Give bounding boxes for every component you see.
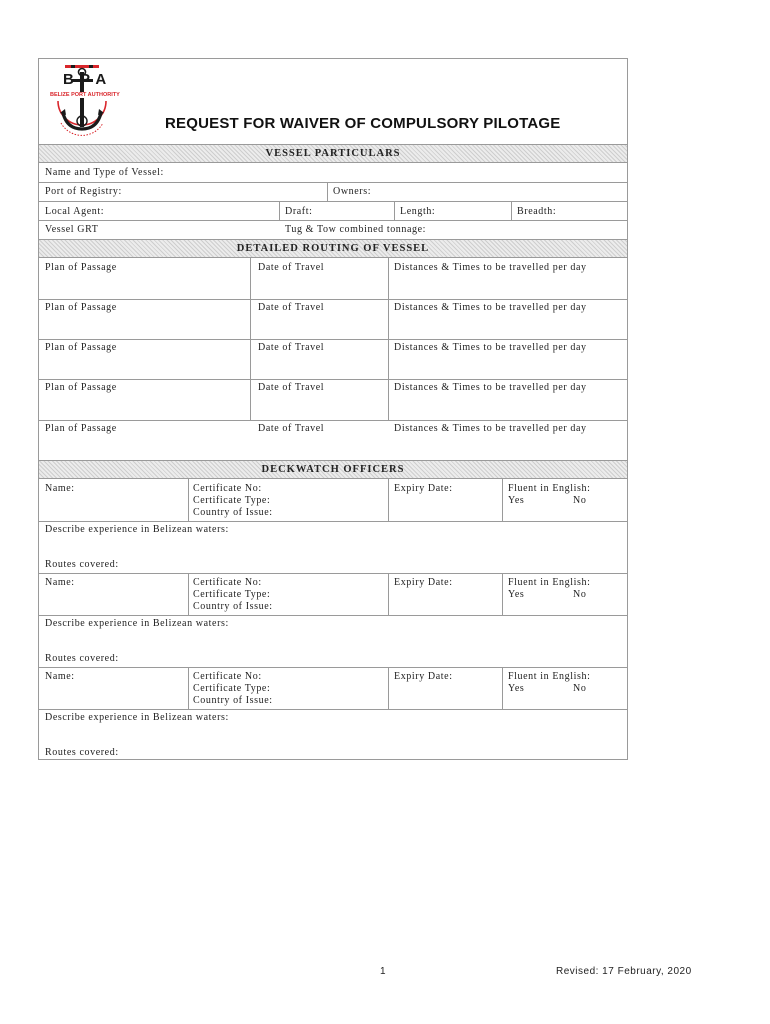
fluent-yes-option: Yes bbox=[508, 589, 525, 600]
fluent-yes-option: Yes bbox=[508, 495, 525, 506]
revised-date: Revised: 17 February, 2020 bbox=[556, 966, 692, 977]
officer-name-label: Name: bbox=[45, 577, 75, 588]
experience-label: Describe experience in Belizean waters: bbox=[45, 712, 229, 723]
plan-of-passage-label: Plan of Passage bbox=[45, 423, 117, 434]
distances-times-label: Distances & Times to be travelled per day bbox=[394, 342, 587, 353]
certificate-no-label: Certificate No: bbox=[193, 671, 262, 682]
divider bbox=[511, 201, 512, 220]
divider bbox=[188, 573, 189, 615]
certificate-type-label: Certificate Type: bbox=[193, 495, 271, 506]
bpa-logo bbox=[49, 63, 120, 141]
certificate-no-label: Certificate No: bbox=[193, 483, 262, 494]
routes-covered-label: Routes covered: bbox=[45, 559, 119, 570]
plan-of-passage-label: Plan of Passage bbox=[45, 302, 117, 313]
divider bbox=[39, 667, 627, 668]
country-of-issue-label: Country of Issue: bbox=[193, 601, 273, 612]
date-of-travel-label: Date of Travel bbox=[258, 382, 325, 393]
divider bbox=[39, 201, 627, 202]
vessel-name-type-label: Name and Type of Vessel: bbox=[45, 167, 164, 178]
logo-letters: B P A bbox=[63, 71, 108, 88]
fluent-yes-option: Yes bbox=[508, 683, 525, 694]
routes-covered-label: Routes covered: bbox=[45, 653, 119, 664]
divider bbox=[39, 420, 627, 421]
certificate-no-label: Certificate No: bbox=[193, 577, 262, 588]
divider bbox=[39, 182, 627, 183]
divider bbox=[388, 573, 389, 615]
divider bbox=[327, 182, 328, 201]
length-label: Length: bbox=[400, 206, 436, 217]
divider bbox=[39, 220, 627, 221]
divider bbox=[39, 573, 627, 574]
vessel-grt-label: Vessel GRT bbox=[45, 224, 99, 235]
divider bbox=[388, 667, 389, 709]
date-of-travel-label: Date of Travel bbox=[258, 423, 325, 434]
experience-label: Describe experience in Belizean waters: bbox=[45, 618, 229, 629]
officer-name-label: Name: bbox=[45, 483, 75, 494]
country-of-issue-label: Country of Issue: bbox=[193, 695, 273, 706]
breadth-label: Breadth: bbox=[517, 206, 557, 217]
divider bbox=[188, 479, 189, 521]
divider bbox=[502, 479, 503, 521]
pilotage-waiver-form bbox=[38, 58, 628, 760]
logo-subtext: BELIZE PORT AUTHORITY bbox=[50, 92, 120, 98]
date-of-travel-label: Date of Travel bbox=[258, 302, 325, 313]
divider bbox=[39, 615, 627, 616]
plan-of-passage-label: Plan of Passage bbox=[45, 262, 117, 273]
expiry-date-label: Expiry Date: bbox=[394, 671, 453, 682]
page-number: 1 bbox=[380, 966, 387, 977]
fluent-english-label: Fluent in English: bbox=[508, 671, 591, 682]
fluent-no-option: No bbox=[573, 683, 587, 694]
experience-label: Describe experience in Belizean waters: bbox=[45, 524, 229, 535]
plan-of-passage-label: Plan of Passage bbox=[45, 342, 117, 353]
owners-label: Owners: bbox=[333, 186, 372, 197]
distances-times-label: Distances & Times to be travelled per day bbox=[394, 423, 587, 434]
vessel-particulars-header: VESSEL PARTICULARS bbox=[39, 144, 627, 163]
tug-tow-tonnage-label: Tug & Tow combined tonnage: bbox=[285, 224, 427, 235]
certificate-type-label: Certificate Type: bbox=[193, 683, 271, 694]
date-of-travel-label: Date of Travel bbox=[258, 262, 325, 273]
divider bbox=[388, 479, 389, 521]
divider bbox=[39, 299, 627, 300]
divider bbox=[39, 521, 627, 522]
routing-header: DETAILED ROUTING OF VESSEL bbox=[39, 239, 627, 258]
draft-label: Draft: bbox=[285, 206, 313, 217]
expiry-date-label: Expiry Date: bbox=[394, 483, 453, 494]
divider bbox=[394, 201, 395, 220]
divider bbox=[279, 201, 280, 220]
fluent-english-label: Fluent in English: bbox=[508, 577, 591, 588]
distances-times-label: Distances & Times to be travelled per day bbox=[394, 262, 587, 273]
expiry-date-label: Expiry Date: bbox=[394, 577, 453, 588]
divider bbox=[39, 709, 627, 710]
date-of-travel-label: Date of Travel bbox=[258, 342, 325, 353]
routes-covered-label: Routes covered: bbox=[45, 747, 119, 758]
local-agent-label: Local Agent: bbox=[45, 206, 105, 217]
divider bbox=[188, 667, 189, 709]
form-title: REQUEST FOR WAIVER OF COMPULSORY PILOTAGE bbox=[165, 115, 561, 132]
divider bbox=[39, 379, 627, 380]
divider bbox=[502, 667, 503, 709]
plan-of-passage-label: Plan of Passage bbox=[45, 382, 117, 393]
fluent-no-option: No bbox=[573, 495, 587, 506]
officer-name-label: Name: bbox=[45, 671, 75, 682]
fluent-no-option: No bbox=[573, 589, 587, 600]
fluent-english-label: Fluent in English: bbox=[508, 483, 591, 494]
country-of-issue-label: Country of Issue: bbox=[193, 507, 273, 518]
distances-times-label: Distances & Times to be travelled per day bbox=[394, 382, 587, 393]
certificate-type-label: Certificate Type: bbox=[193, 589, 271, 600]
divider bbox=[502, 573, 503, 615]
port-of-registry-label: Port of Registry: bbox=[45, 186, 122, 197]
distances-times-label: Distances & Times to be travelled per day bbox=[394, 302, 587, 313]
deckwatch-officers-header: DECKWATCH OFFICERS bbox=[39, 460, 627, 479]
divider bbox=[39, 339, 627, 340]
